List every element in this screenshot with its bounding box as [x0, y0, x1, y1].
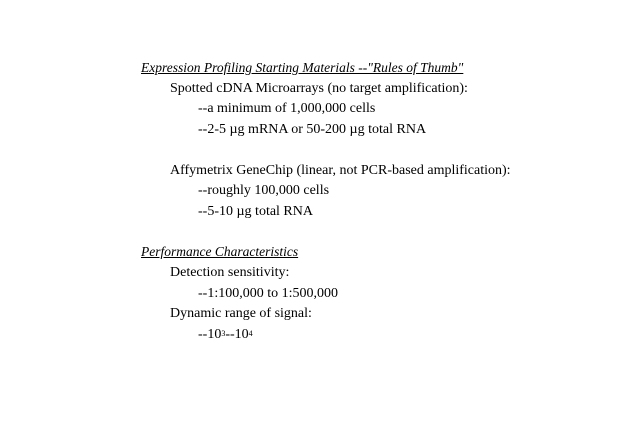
dynamic-range-prefix: -- [198, 327, 208, 342]
section-heading-starting-materials: Expression Profiling Starting Materials --"Rules of Thumb" [141, 60, 464, 75]
affymetrix-item-cells: --roughly 100,000 cells [198, 183, 330, 198]
section-heading-performance: Performance Characteristics [141, 244, 299, 259]
spotted-cdna-item-cells: --a minimum of 1,000,000 cells [198, 101, 376, 116]
dynamic-range-low-base: 10 [207, 327, 222, 342]
spotted-cdna-title: Spotted cDNA Microarrays (no target amplification): [170, 81, 468, 96]
affymetrix-title: Affymetrix GeneChip (linear, not PCR-based amplification): [170, 163, 511, 178]
dynamic-range-high-exponent: 4 [248, 329, 253, 338]
dynamic-range-title: Dynamic range of signal: [170, 306, 312, 321]
dynamic-range-high-base: 10 [234, 327, 249, 342]
dynamic-range-low-exponent: 3 [221, 329, 226, 338]
affymetrix-item-rna: --5-10 µg total RNA [198, 204, 313, 219]
detection-sensitivity-value: --1:100,000 to 1:500,000 [198, 286, 338, 301]
dynamic-range-separator: -- [225, 327, 235, 342]
detection-sensitivity-title: Detection sensitivity: [170, 265, 290, 280]
spotted-cdna-item-rna: --2-5 µg mRNA or 50-200 µg total RNA [198, 122, 427, 137]
dynamic-range-value [198, 327, 253, 343]
